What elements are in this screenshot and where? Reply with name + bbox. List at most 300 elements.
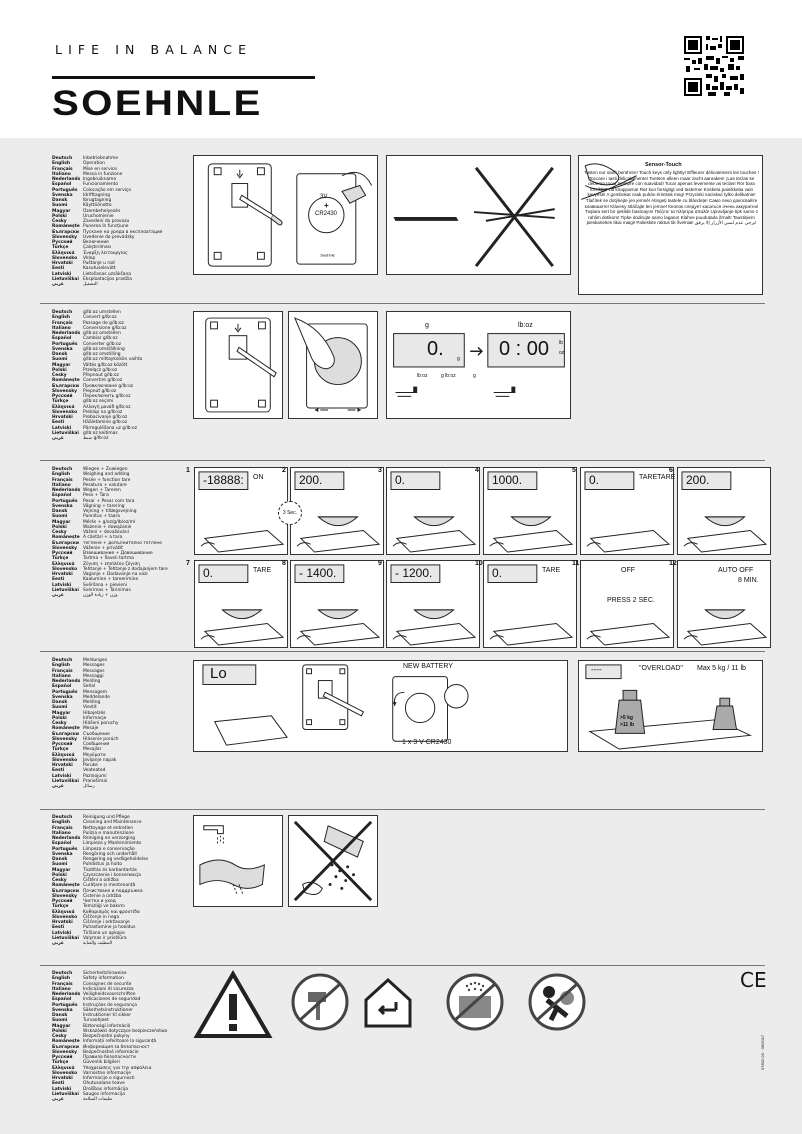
lang-title: теглене + допълнително теглене xyxy=(83,540,163,546)
lang-name: Български xyxy=(52,229,79,235)
lang-name: Português xyxy=(52,498,78,504)
lang-title: g/lb:oz mittayksikön vaihto xyxy=(83,357,143,363)
lang-name: Türkçe xyxy=(52,747,69,753)
lang-name: Magyar xyxy=(52,519,71,525)
seq-1: lb:oz xyxy=(417,373,428,379)
lang-title: Saugos informacija xyxy=(83,1091,125,1097)
lang-title: Indicazioni di sicurezza xyxy=(83,986,134,992)
lang-name: Hrvatski xyxy=(52,763,73,768)
lang-title: Limpeza e conservação xyxy=(83,846,135,852)
lang-row xyxy=(52,784,119,789)
lang-title: Tisztítás és karbantartás xyxy=(83,867,137,873)
lang-name: Svenska xyxy=(52,192,73,198)
lang-title: Messa in funzione xyxy=(83,171,123,177)
lang-title: Eksploatacijos pradžia xyxy=(83,276,132,282)
step-label: OFF xyxy=(621,567,635,574)
lang-name: Português xyxy=(52,187,78,193)
lang-name: English xyxy=(52,161,71,167)
lang-title: Съобщение xyxy=(83,731,110,737)
lang-title: Przełącz g/lb:oz xyxy=(83,367,118,373)
no-uneven-surface-illustration xyxy=(386,155,571,275)
weighing-step xyxy=(483,467,577,555)
lang-list-safety xyxy=(52,971,167,1102)
lang-title: Pranešimai xyxy=(83,778,108,784)
label-g: g xyxy=(425,322,429,329)
lang-title: Αλλαγή μονάδ g/lb:oz xyxy=(83,404,131,410)
lang-name: Français xyxy=(52,825,73,831)
lang-name: Suomi xyxy=(52,705,68,711)
lang-name: Românește xyxy=(52,378,80,384)
press-text: PRESS 2 SEC. xyxy=(607,597,655,604)
lang-name: Русский xyxy=(52,899,73,904)
lang-name: Türkçe xyxy=(52,1060,69,1066)
lang-title: Kaalumine + tareerimine xyxy=(83,577,139,583)
lang-title: Hlášení poruchy xyxy=(83,721,119,726)
lang-name: Latviski xyxy=(52,930,72,936)
lang-name: Français xyxy=(52,477,73,483)
lang-name: Deutsch xyxy=(52,971,73,976)
lang-name: Slovensky xyxy=(52,545,78,551)
lang-name: Hrvatski xyxy=(52,415,73,420)
lang-name: Français xyxy=(52,320,73,326)
lang-title: تعليمات السلامة xyxy=(83,1097,113,1102)
lang-name: Português xyxy=(52,689,78,695)
lang-name: Italiano xyxy=(52,482,71,488)
lang-name: Deutsch xyxy=(52,156,73,161)
lang-name: Suomi xyxy=(52,203,68,209)
lang-name: عربي xyxy=(52,1097,64,1102)
lang-title: Poruke xyxy=(83,763,98,768)
step-display: 0. xyxy=(203,566,214,580)
label-lboz: lb:oz xyxy=(518,322,533,329)
lang-title: Reinigung und Pflege xyxy=(83,815,130,820)
lang-title: Pesatura + valutare xyxy=(83,482,127,488)
step-display: 0. xyxy=(492,566,503,580)
lang-name: Slovensky xyxy=(52,736,78,742)
lang-name: Български xyxy=(52,540,79,546)
lang-name: Eesti xyxy=(52,577,65,583)
lang-name: Français xyxy=(52,668,73,674)
lang-title: Nettoyage et entretien xyxy=(83,825,134,831)
lang-row xyxy=(52,282,162,287)
lang-name: Türkçe xyxy=(52,245,69,251)
step-number: 2 xyxy=(282,467,286,474)
lang-row xyxy=(52,593,168,598)
lang-title: Pesar + Pesar com tara xyxy=(83,498,135,504)
lang-name: Español xyxy=(52,182,72,188)
lang-name: Hrvatski xyxy=(52,1076,73,1081)
lang-title: Mensagem xyxy=(83,689,108,695)
step-label: ON xyxy=(253,474,264,481)
lang-title: Rengøring og vedligeholdelse xyxy=(83,857,149,862)
lang-name: Dansk xyxy=(52,198,68,203)
lang-name: Românește xyxy=(52,224,80,230)
lang-title: Uvedenie do prevádzky xyxy=(83,234,135,240)
lang-title: g/lb:oz omstellen xyxy=(83,331,121,336)
qr-code-icon[interactable] xyxy=(682,34,746,98)
step-number: 10 xyxy=(475,560,483,567)
ce-mark: CE xyxy=(740,968,767,992)
section-divider xyxy=(40,303,765,304)
lang-name: Français xyxy=(52,166,73,172)
lang-title: Weighing and adding xyxy=(83,472,130,478)
convert-switch-illustration xyxy=(193,311,283,419)
lang-title: Üzembehelyezés xyxy=(83,208,121,214)
lang-title: Mérés + g/oz/g/lb/oz/ml xyxy=(83,519,136,525)
weighing-step xyxy=(483,560,580,648)
new-battery-label: NEW BATTERY xyxy=(403,663,453,670)
lang-title: Melding xyxy=(83,679,101,684)
weighing-step xyxy=(290,467,384,555)
lang-name: Hrvatski xyxy=(52,920,73,925)
lang-name: English xyxy=(52,663,71,669)
step-label: TARETARE xyxy=(639,474,676,481)
weighing-step xyxy=(677,467,771,555)
lang-name: Nederlands xyxy=(52,331,81,336)
lang-title: Wskazówki dotyczące bezpieczeństwa xyxy=(83,1028,168,1034)
lang-title: Переключить g/lb:oz xyxy=(83,394,131,399)
lang-title: Convertire g/lb:oz xyxy=(83,378,123,384)
lang-name: Magyar xyxy=(52,362,71,368)
lang-title: Peso + Tara xyxy=(83,493,109,499)
step-display: 200. xyxy=(299,473,323,487)
lang-list-operation xyxy=(52,156,162,287)
lang-title: Pulizia e manutenzione xyxy=(83,830,134,836)
header xyxy=(0,0,802,135)
step-number: 5 xyxy=(572,467,576,474)
lang-title: Ibrugtagning xyxy=(83,198,112,203)
weighing-step xyxy=(386,467,480,555)
lang-title: Indicaciones de seguridad xyxy=(83,997,141,1003)
lang-title: Melding xyxy=(83,700,101,705)
lang-title: Hibajelzés xyxy=(83,710,106,716)
lang-title: Svēršana + pievieni xyxy=(83,582,128,588)
lang-title: ضبط g/lb:oz xyxy=(83,436,109,441)
weight-label-lb: >11 lb xyxy=(620,722,635,728)
unit-lb: lb xyxy=(559,340,563,346)
step-number: 9 xyxy=(378,560,382,567)
step-display: 0. xyxy=(589,473,600,487)
lang-name: Português xyxy=(52,1002,78,1008)
lang-name: Slovensko xyxy=(52,914,78,920)
lang-title: Cleaning and Maintenance xyxy=(83,820,142,826)
lang-title: Czyszczenie i konserwacja xyxy=(83,872,141,878)
lang-title: g/lb:oz seçimi xyxy=(83,399,114,405)
lang-title: Bezpečnostní pokyny xyxy=(83,1034,130,1039)
lang-title: Converter g/lb:oz xyxy=(83,341,122,347)
battery-plus-icon: + xyxy=(324,201,329,210)
lang-list-messages xyxy=(52,658,119,789)
lang-name: عربي xyxy=(52,436,64,441)
lang-title: Paziņojumi xyxy=(83,773,107,779)
lang-name: Hrvatski xyxy=(52,572,73,577)
lang-title: Prebacivanje g/lb:oz xyxy=(83,415,128,420)
lang-name: Dansk xyxy=(52,352,68,357)
lang-name: Español xyxy=(52,336,72,342)
lang-name: Polski xyxy=(52,1028,67,1034)
lo-display: Lo xyxy=(210,665,227,682)
lang-name: Svenska xyxy=(52,346,73,352)
lang-title: Turvaohjeet xyxy=(83,1018,109,1024)
lang-name: Svenska xyxy=(52,694,73,700)
lang-name: Suomi xyxy=(52,1018,68,1024)
lang-title: Preklop na g/lb:oz xyxy=(83,409,123,415)
lang-name: Русский xyxy=(52,742,73,747)
lang-name: Polski xyxy=(52,872,67,878)
battery-voltage: 3V xyxy=(320,194,328,200)
lang-name: Latviski xyxy=(52,425,72,431)
lang-name: English xyxy=(52,315,71,321)
lang-name: Français xyxy=(52,981,73,987)
lang-title: Messages xyxy=(83,663,105,669)
lang-name: Български xyxy=(52,731,79,737)
lang-row xyxy=(52,941,148,946)
lang-name: Dansk xyxy=(52,700,68,705)
lang-title: Meldungen xyxy=(83,658,108,663)
lang-list-cleaning xyxy=(52,815,148,946)
lang-name: Italiano xyxy=(52,986,71,992)
lang-title: Hääletamine g/lb:oz xyxy=(83,420,128,426)
lang-name: Türkçe xyxy=(52,904,69,910)
lang-name: English xyxy=(52,820,71,826)
lang-title: Safety information xyxy=(83,976,124,982)
lang-title: وزن + زيادة الوزن xyxy=(83,593,118,598)
lang-list-convert xyxy=(52,310,142,441)
lang-name: English xyxy=(52,472,71,478)
step-label: TARE xyxy=(253,567,272,574)
lang-name: Svenska xyxy=(52,1007,73,1013)
lang-name: Deutsch xyxy=(52,467,73,472)
lang-title: Hlásenie porúch xyxy=(83,736,119,742)
lang-title: Lietošanas uzsākšana xyxy=(83,271,131,277)
lang-title: Funcionamiento xyxy=(83,182,119,188)
max-label: Max 5 kg / 11 lb xyxy=(697,665,746,672)
lang-name: Slovensko xyxy=(52,255,78,261)
lang-title: Käyttöönotto xyxy=(83,203,112,209)
lang-name: Ελληνικά xyxy=(52,250,75,256)
lang-name: Magyar xyxy=(52,710,71,716)
lang-title: Информация за безопасност xyxy=(83,1044,150,1050)
doc-code: 07832.0X · 09/2017 xyxy=(760,1034,765,1070)
seq-2: g lb:oz xyxy=(441,373,456,379)
timer-badge: 3 Sec. xyxy=(278,501,302,525)
lang-title: Wegen + Tareren xyxy=(83,488,121,493)
step-number: 12 xyxy=(669,560,677,567)
lang-title: Säkerhetsinstruktioner xyxy=(83,1007,133,1013)
lang-title: Váženie + prívážiť xyxy=(83,545,123,551)
sensor-touch-info xyxy=(578,155,763,295)
step-label: AUTO OFF xyxy=(718,567,754,574)
unit-g: g xyxy=(457,356,460,362)
lang-title: Viestit xyxy=(83,705,97,711)
lang-name: Português xyxy=(52,846,78,852)
lang-name: Hrvatski xyxy=(52,261,73,266)
overload-display: ---- xyxy=(591,665,602,674)
lang-name: Eesti xyxy=(52,768,65,774)
lang-name: Suomi xyxy=(52,357,68,363)
lang-title: Сообщения xyxy=(83,742,110,747)
lang-title: Vklop xyxy=(83,255,96,261)
overload-illustration xyxy=(578,660,763,752)
lang-name: Español xyxy=(52,684,72,690)
weighing-step xyxy=(194,560,288,648)
lang-title: Čiščenje in nega xyxy=(83,914,120,920)
lang-name: Slovensko xyxy=(52,1070,78,1076)
lang-title: Consignes de securite xyxy=(83,981,132,987)
lang-title: Inbetriebnahme xyxy=(83,156,119,161)
lang-title: Μηνύματα xyxy=(83,752,106,758)
step-display: 1000. xyxy=(492,473,523,487)
lang-title: Vážení + dovažování xyxy=(83,530,129,535)
lang-name: Slovensky xyxy=(52,893,78,899)
weighing-step xyxy=(677,560,771,648)
lang-title: g/lb:oz umstellen xyxy=(83,310,121,315)
lang-title: Přepnout g/lb:oz xyxy=(83,373,119,378)
lang-name: Slovensky xyxy=(52,388,78,394)
lang-title: Veiligheidsvoorschriften xyxy=(83,992,136,997)
lang-title: Veateated xyxy=(83,768,106,774)
lang-name: Español xyxy=(52,997,72,1003)
battery-insert-illustration xyxy=(193,155,378,275)
clean-cloth-illustration xyxy=(193,815,283,907)
lang-title: Instruções de segurança xyxy=(83,1002,137,1008)
lang-name: Polski xyxy=(52,524,67,530)
lang-title: Biztonsági információ xyxy=(83,1023,131,1029)
lang-name: Lietuviškai xyxy=(52,778,79,784)
step-number: 7 xyxy=(186,560,190,567)
lang-name: Български xyxy=(52,888,79,894)
lang-name: Polski xyxy=(52,213,67,219)
step-number: 8 xyxy=(282,560,286,567)
lang-name: Deutsch xyxy=(52,815,73,820)
lang-title: Чистка и уход xyxy=(83,899,116,904)
lang-name: Italiano xyxy=(52,673,71,679)
step-number: 3 xyxy=(378,467,382,474)
lang-name: Lietuviškai xyxy=(52,276,79,282)
lang-title: التشغيل xyxy=(83,282,98,287)
tagline: LIFE IN BALANCE xyxy=(55,42,253,57)
sensor-title: Sensor-Touch xyxy=(645,162,682,168)
lang-name: Italiano xyxy=(52,171,71,177)
lang-title: Wiegen + Zuwiegen xyxy=(83,467,128,472)
lang-name: Lietuviškai xyxy=(52,587,79,593)
display-g: 0. xyxy=(427,338,444,360)
lang-title: التنظيف والعناية xyxy=(83,941,113,946)
lang-title: Ingebruikname xyxy=(83,177,117,182)
lang-title: Reiniging en verzorging xyxy=(83,836,136,841)
lang-title: Čistenie a údržba xyxy=(83,893,122,899)
lang-name: Česky xyxy=(52,530,67,535)
battery-count: 1 x 3 V CR2430 xyxy=(402,739,452,746)
lang-name: Nederlands xyxy=(52,679,81,684)
lang-name: Magyar xyxy=(52,208,71,214)
step-number: 1 xyxy=(186,467,190,474)
lang-title: Bezpečnostné informácie xyxy=(83,1049,139,1055)
lang-name: Polski xyxy=(52,715,67,721)
lang-name: Latviski xyxy=(52,773,72,779)
lang-title: Meddelande xyxy=(83,694,110,700)
lang-title: Правила безопасности xyxy=(83,1055,136,1060)
lang-name: Ελληνικά xyxy=(52,404,75,410)
lang-title: Operation xyxy=(83,161,105,167)
weight-label-kg: >5 kg xyxy=(620,715,633,721)
lang-title: Convert g/lb:oz xyxy=(83,315,117,321)
lang-name: Русский xyxy=(52,240,73,245)
lang-title: Zavedení do provozu xyxy=(83,219,130,224)
step-number: 4 xyxy=(475,467,479,474)
lang-title: Informații referitoare la siguranță xyxy=(83,1039,157,1045)
lang-name: Nederlands xyxy=(52,992,81,997)
lang-name: Italiano xyxy=(52,325,71,331)
display-lboz: 0 : 00 xyxy=(499,338,550,360)
lang-title: Čištění a údržba xyxy=(83,878,119,883)
lang-name: Lietuviškai xyxy=(52,1091,79,1097)
lang-title: Mesajlar xyxy=(83,747,102,753)
lang-title: Ζύγιση + επιπλέον ζύγιση xyxy=(83,561,140,567)
lang-list-weighing xyxy=(52,467,168,598)
weighing-step xyxy=(580,560,674,648)
lang-name: Latviski xyxy=(52,582,72,588)
lang-title: Kasutuselevõtt xyxy=(83,266,116,272)
lang-title: Señal xyxy=(83,684,96,690)
lang-name: Dansk xyxy=(52,857,68,862)
lang-title: g/lb:oz omstilling xyxy=(83,352,121,357)
lang-title: Svėrimas + Tarinimas xyxy=(83,587,131,593)
lang-title: Vägning + tarering xyxy=(83,503,125,509)
lang-title: Prepnúť g/lb:oz xyxy=(83,388,117,394)
battery-type: CR2430 xyxy=(315,211,338,217)
weighing-step xyxy=(580,467,674,555)
lang-title: Pārregulēšana uz g/lb:oz xyxy=(83,425,138,431)
no-abrasive-illustration xyxy=(288,815,378,907)
lang-name: Eesti xyxy=(52,420,65,426)
lang-title: Valymas ir priežiūra xyxy=(83,935,127,941)
lang-title: Καθαρισμός και φροντίδα xyxy=(83,909,140,915)
lang-title: Çalıştırılması xyxy=(83,245,112,251)
lang-name: Italiano xyxy=(52,830,71,836)
lang-title: Pesée + fonction tare xyxy=(83,477,131,483)
lang-title: Javljanje napak xyxy=(83,757,117,763)
lang-title: Varnostne informacije xyxy=(83,1070,131,1076)
header-rule xyxy=(52,76,315,79)
lang-title: Idrifttagning xyxy=(83,192,111,198)
step-number: 6 xyxy=(669,467,673,474)
lang-title: Güvenlik bilgileri xyxy=(83,1060,120,1066)
lang-title: Drošības informācija xyxy=(83,1086,128,1092)
lang-name: Nederlands xyxy=(52,488,81,493)
lang-title: Messages xyxy=(83,668,105,674)
lang-name: Deutsch xyxy=(52,658,73,663)
lang-title: Punerea în funcțiune xyxy=(83,224,129,230)
lang-name: Latviski xyxy=(52,271,72,277)
lang-name: Español xyxy=(52,493,72,499)
lang-name: Ελληνικά xyxy=(52,909,75,915)
sensor-text: Tasten nur sanft berühren! Touch keys only lightly! Effleurer délicatement les touches ! Toccare i tasti delicatamente! Toetsen alleen maar zacht aanraken! ¡Las teclas se deberán tocar siempre con suavidad! Tocar apenas levemente as teclas! Rör bara försiktigt vid knapparna! Rør kun forsigtigt ved tasterne! Kosketa painikkeita vain kevyesti! A gombokat csak puhán érintsük meg! Przyciski naciskać tylko delikatnie! Tlačítek se dotýkejte jen jemně! Atingeți tastele cu blândețe! Само леко докосвайте клавишите! Klávesy stláčajte len jemne! Кнопок следует касаться очень аккуратно! Tuşlara sert bir şekilde basmayın! Πιέζετε τα πλήκτρα απαλά! Upravljanje tipk samo z rahlim dotikom! Tipke dodirujte samo lagano! Klahve puudutada õrnalt! Taustiņiem pieskarieties tikai maigi! Palieskite raktus tik švelniai! يرجى عدم لمس الأزرار إلا برفق! xyxy=(584,170,759,226)
lang-title: Tartma + İlaveli tartma xyxy=(83,556,134,562)
auto-off-minutes: 8 MIN. xyxy=(738,577,759,584)
lang-title: Punnitus + taara xyxy=(83,514,120,520)
section-divider xyxy=(40,965,765,966)
lang-name: Български xyxy=(52,1044,79,1050)
lang-name: Slovensko xyxy=(52,409,78,415)
lang-title: g/lb:oz keitimas xyxy=(83,430,118,436)
lang-name: Svenska xyxy=(52,503,73,509)
lang-name: Български xyxy=(52,383,79,389)
indoor-use-icon xyxy=(358,972,418,1032)
brand-logo: SOEHNLE xyxy=(52,84,263,123)
step-number: 11 xyxy=(572,560,580,567)
lang-title: Puštanje u rad xyxy=(83,261,115,266)
